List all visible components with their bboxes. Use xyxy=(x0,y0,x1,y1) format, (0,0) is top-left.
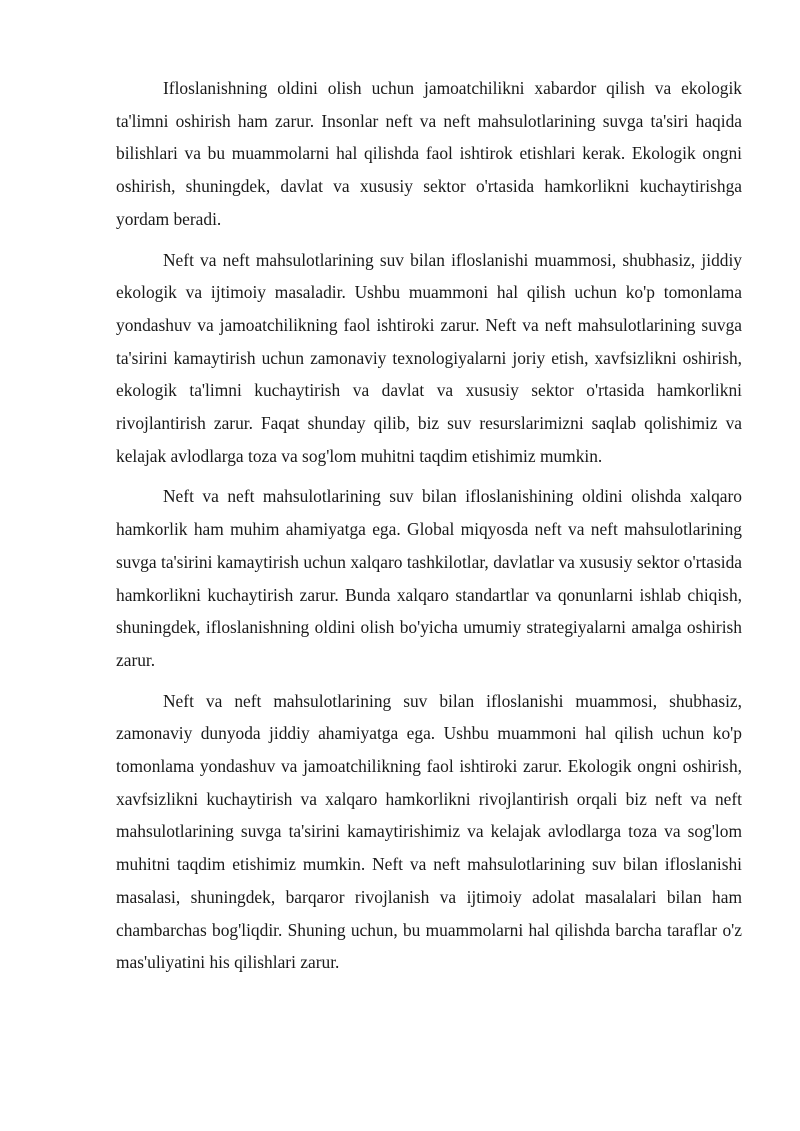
paragraph-conclusion: Neft va neft mahsulotlarining suv bilan ifloslanishi muammosi, shubhasiz, zamonaviy dunyoda jiddiy ahamiyatga ega. Ushbu muammoni hal qilish uchun ko'p tomonlama yondashuv va jamoatchilikning faol ishtiroki zarur. Ekologik ongni oshirish, xavfsizlikni kuchaytirish va xalqaro hamkorlikni rivojlantirish orqali biz neft va neft mahsulotlarining suvga ta'sirini kamaytirishimiz va kelajak avlodlarga toza va sog'lom muhitni taqdim etishimiz mumkin. Neft va neft mahsulotlarining suv bilan ifloslanishi masalasi, shuningdek, barqaror rivojlanish va ijtimoiy adolat masalalari bilan ham chambarchas bog'liqdir. Shuning uchun, bu muammolarni hal qilishda barcha taraflar o'z mas'uliyatini his qilishlari zarur. xyxy=(116,690,742,973)
paragraph-international-cooperation: Neft va neft mahsulotlarining suv bilan ifloslanishining oldini olishda xalqaro hamkorlik ham muhim ahamiyatga ega. Global miqyosda neft va neft mahsulotlarining suvga ta'sirini kamaytirish uchun xalqaro tashkilotlar, davlatlar va xususiy sektor o'rtasida hamkorlikni kuchaytirish zarur. Bunda xalqaro standartlar va qonunlarni ishlab chiqish, shuningdek, ifloslanishning oldini olish bo'yicha umumiy strategiyalarni amalga oshirish zarur. xyxy=(116,486,742,670)
paragraph-ecological-problem: Neft va neft mahsulotlarining suv bilan ifloslanishi muammosi, shubhasiz, jiddiy ekologik va ijtimoiy masaladir. Ushbu muammoni hal qilish uchun ko'p tomonlama yondashuv va jamoatchilikning faol ishtiroki zarur. Neft va neft mahsulotlarining suvga ta'sirini kamaytirish uchun zamonaviy texnologiyalarni joriy etish, xavfsizlikni oshirish, ekologik ta'limni kuchaytirish va davlat va xususiy sektor o'rtasida hamkorlikni rivojlantirish zarur. Faqat shunday qilib, biz suv resurslarimizni saqlab qolishimiz va kelajak avlodlarga toza va sog'lom muhitni taqdim etishimiz mumkin. xyxy=(116,249,742,466)
paragraph-public-awareness: Ifloslanishning oldini olish uchun jamoatchilikni xabardor qilish va ekologik ta'limni oshirish ham zarur. Insonlar neft va neft mahsulotlarining suvga ta'siri haqida bilishlari va bu muammolarni hal qilishda faol ishtirok etishlari kerak. Ekologik ongni oshirish, shuningdek, davlat va xususiy sektor o'rtasida hamkorlikni kuchaytirishga yordam beradi. xyxy=(116,78,742,229)
